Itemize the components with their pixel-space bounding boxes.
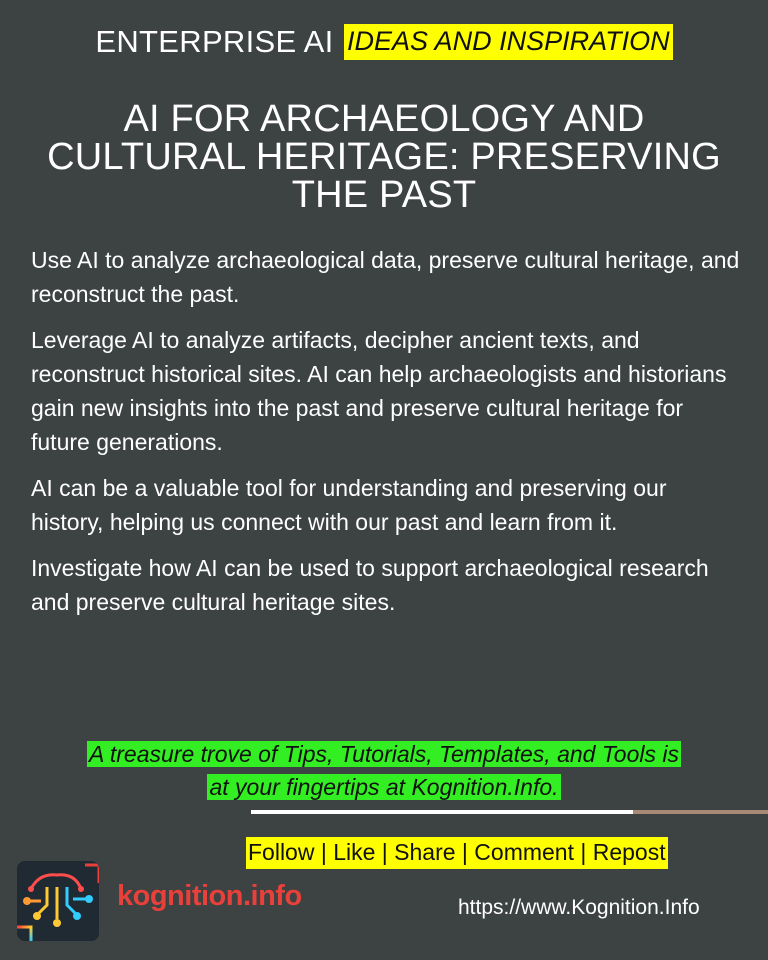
paragraph-4: Investigate how AI can be used to support archaeological research and preserve cultural heritage sites. (31, 555, 709, 615)
tagline-badge: IDEAS AND INSPIRATION (344, 24, 673, 60)
circuit-brain-icon[interactable] (17, 861, 99, 941)
logo-wordmark[interactable]: kognition.info (117, 880, 302, 912)
social-actions[interactable]: Follow | Like | Share | Comment | Repost (246, 837, 668, 869)
promo-callout (0, 738, 768, 804)
promo-line-2: at your fingertips at Kognition.Info. (209, 774, 559, 800)
divider-tan (633, 810, 768, 814)
page-header (0, 24, 768, 60)
article-body (31, 243, 743, 631)
brand-title: ENTERPRISE AI (95, 24, 334, 59)
page-title: AI FOR ARCHAEOLOGY AND CULTURAL HERITAGE: PRESERVING THE PAST (47, 98, 721, 216)
paragraph-1: Use AI to analyze archaeological data, preserve cultural heritage, and reconstruct the past. (31, 247, 740, 307)
divider-white (251, 810, 633, 814)
paragraph-2: Leverage AI to analyze artifacts, decipher ancient texts, and reconstruct historical sites. AI can help archaeologists and historians gain new insights into the past and preserve cultural heritage for future generations. (31, 327, 727, 455)
promo-line-1: A treasure trove of Tips, Tutorials, Templates, and Tools is (89, 741, 679, 767)
paragraph-3: AI can be a valuable tool for understanding and preserving our history, helping us connect with our past and learn from it. (31, 475, 667, 535)
website-url[interactable]: https://www.Kognition.Info (458, 896, 700, 919)
